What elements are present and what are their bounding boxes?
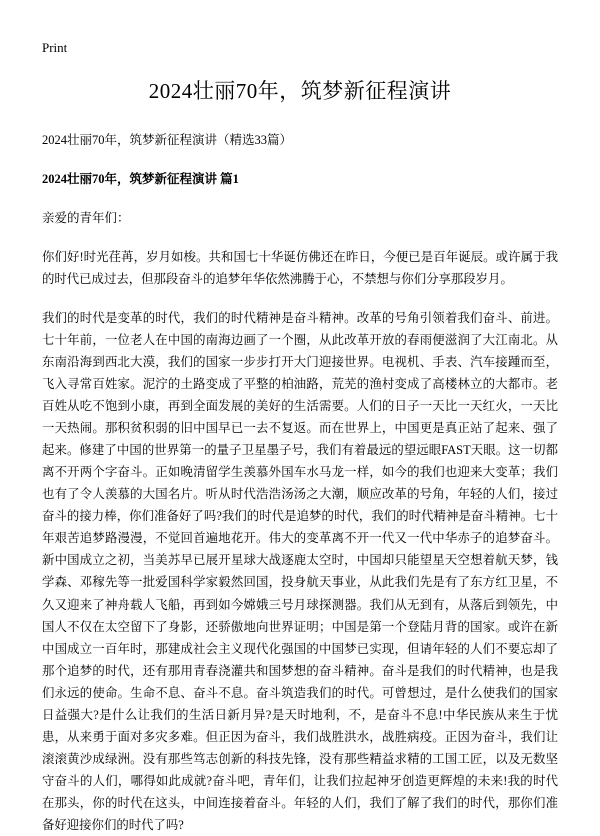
document-subtitle: 2024壮丽70年，筑梦新征程演讲（精选33篇） [42, 132, 293, 147]
salutation: 亲爱的青年们： [42, 211, 130, 226]
body-paragraph: 我们的时代是变革的时代，我们的时代精神是奋斗精神。改革的号角引领着我们奋斗、前进。七十年前，一位老人在中国的南海边画了一个圈，从此改革开放的春雨便滋润了大江南北。从东南沿海到西北大漠，我们的国家一步步打开大门迎接世界。电视机、手表、汽车接踵而至，飞入寻常百姓家。泥泞的土路变成了平整的柏油路，荒芜的渔村变成了高楼林立的大都市。老百姓从吃不饱到小康，再到全面发展的美好的生活需要。人们的日子一天比一天红火，一天比一天热闹。那积贫积弱的旧中国早已一去不复返。而在世界上，中国更是真正站了起来、强了起来。修建了中国的世界第一的量子卫星墨子号，我们有着最远的望远眼FAST天眼。这一切都离不开两个字奋斗。正如晚清留学生羡慕外国车水马龙一样，如今的我们也迎来大变革；我们也有了令人羡慕的大国名片。听从时代浩浩汤汤之大潮，顺应改革的号角，年轻的人们，接过奋斗的接力棒，你们准备好了吗?我们的时代是追梦的时代，我们的时代精神是奋斗精神。七十年艰苦追梦路漫漫，不觉回首遍地花开。伟大的变革离不开一代又一代中华赤子的追梦奋斗。新中国成立之初，当美苏早已展开星球大战逐鹿太空时，中国却只能望星天空想着航天梦，钱学森、邓稼先等一批爱国科学家毅然回国，投身航天事业，从此我们先是有了东方红卫星，不久又迎来了神舟载人飞船，再到如今嫦娥三号月球探测器。我们从无到有，从落后到领先，中国人不仅在太空留下了身影，还骄傲地向世界证明；中国是第一个登陆月背的国家。或许在新中国成立一百年时，那建成社会主义现代化强国的中国梦已实现，但请年轻的人们不要忘却了那个追梦的时代，还有那用青春浇灌共和国梦想的奋斗精神。奋斗是我们的时代精神，也是我们永远的使命。生命不息、奋斗不息。奋斗筑造我们的时代。可曾想过，是什么使我们的国家日益强大?是什么让我们的生活日新月异?是天时地利，不，是奋斗不息!中华民族从来生于忧患，从来勇于面对多灾多难。但正因为奋斗，我们战胜洪水，战胜病疫。正因为奋斗，我们让滚滚黄沙成绿洲。没有那些笃志创新的科技先锋，没有那些精益求精的工国工匠，以及无数坚守奋斗的人们，哪得如此成就?奋斗吧，青年们，让我们拉起神牙创造更辉煌的未来!我的时代在那头，你的时代在这头，中间连接着奋斗。年轻的人们，我们了解了我们的时代，那你们准备好迎接你们的时代了吗? [42, 310, 558, 833]
section-heading: 2024壮丽70年，筑梦新征程演讲 篇1 [42, 171, 239, 186]
page-title: 2024壮丽70年，筑梦新征程演讲 [148, 78, 452, 103]
body-paragraph: 你们好!时光荏苒，岁月如梭。共和国七十华诞仿佛还在昨日，今便已是百年诞辰。或许属于我的时代已成过去，但那段奋斗的追梦年华依然沸腾于心，不禁想与你们分享那段岁月。 [42, 250, 558, 287]
print-label[interactable]: Print [42, 40, 68, 55]
